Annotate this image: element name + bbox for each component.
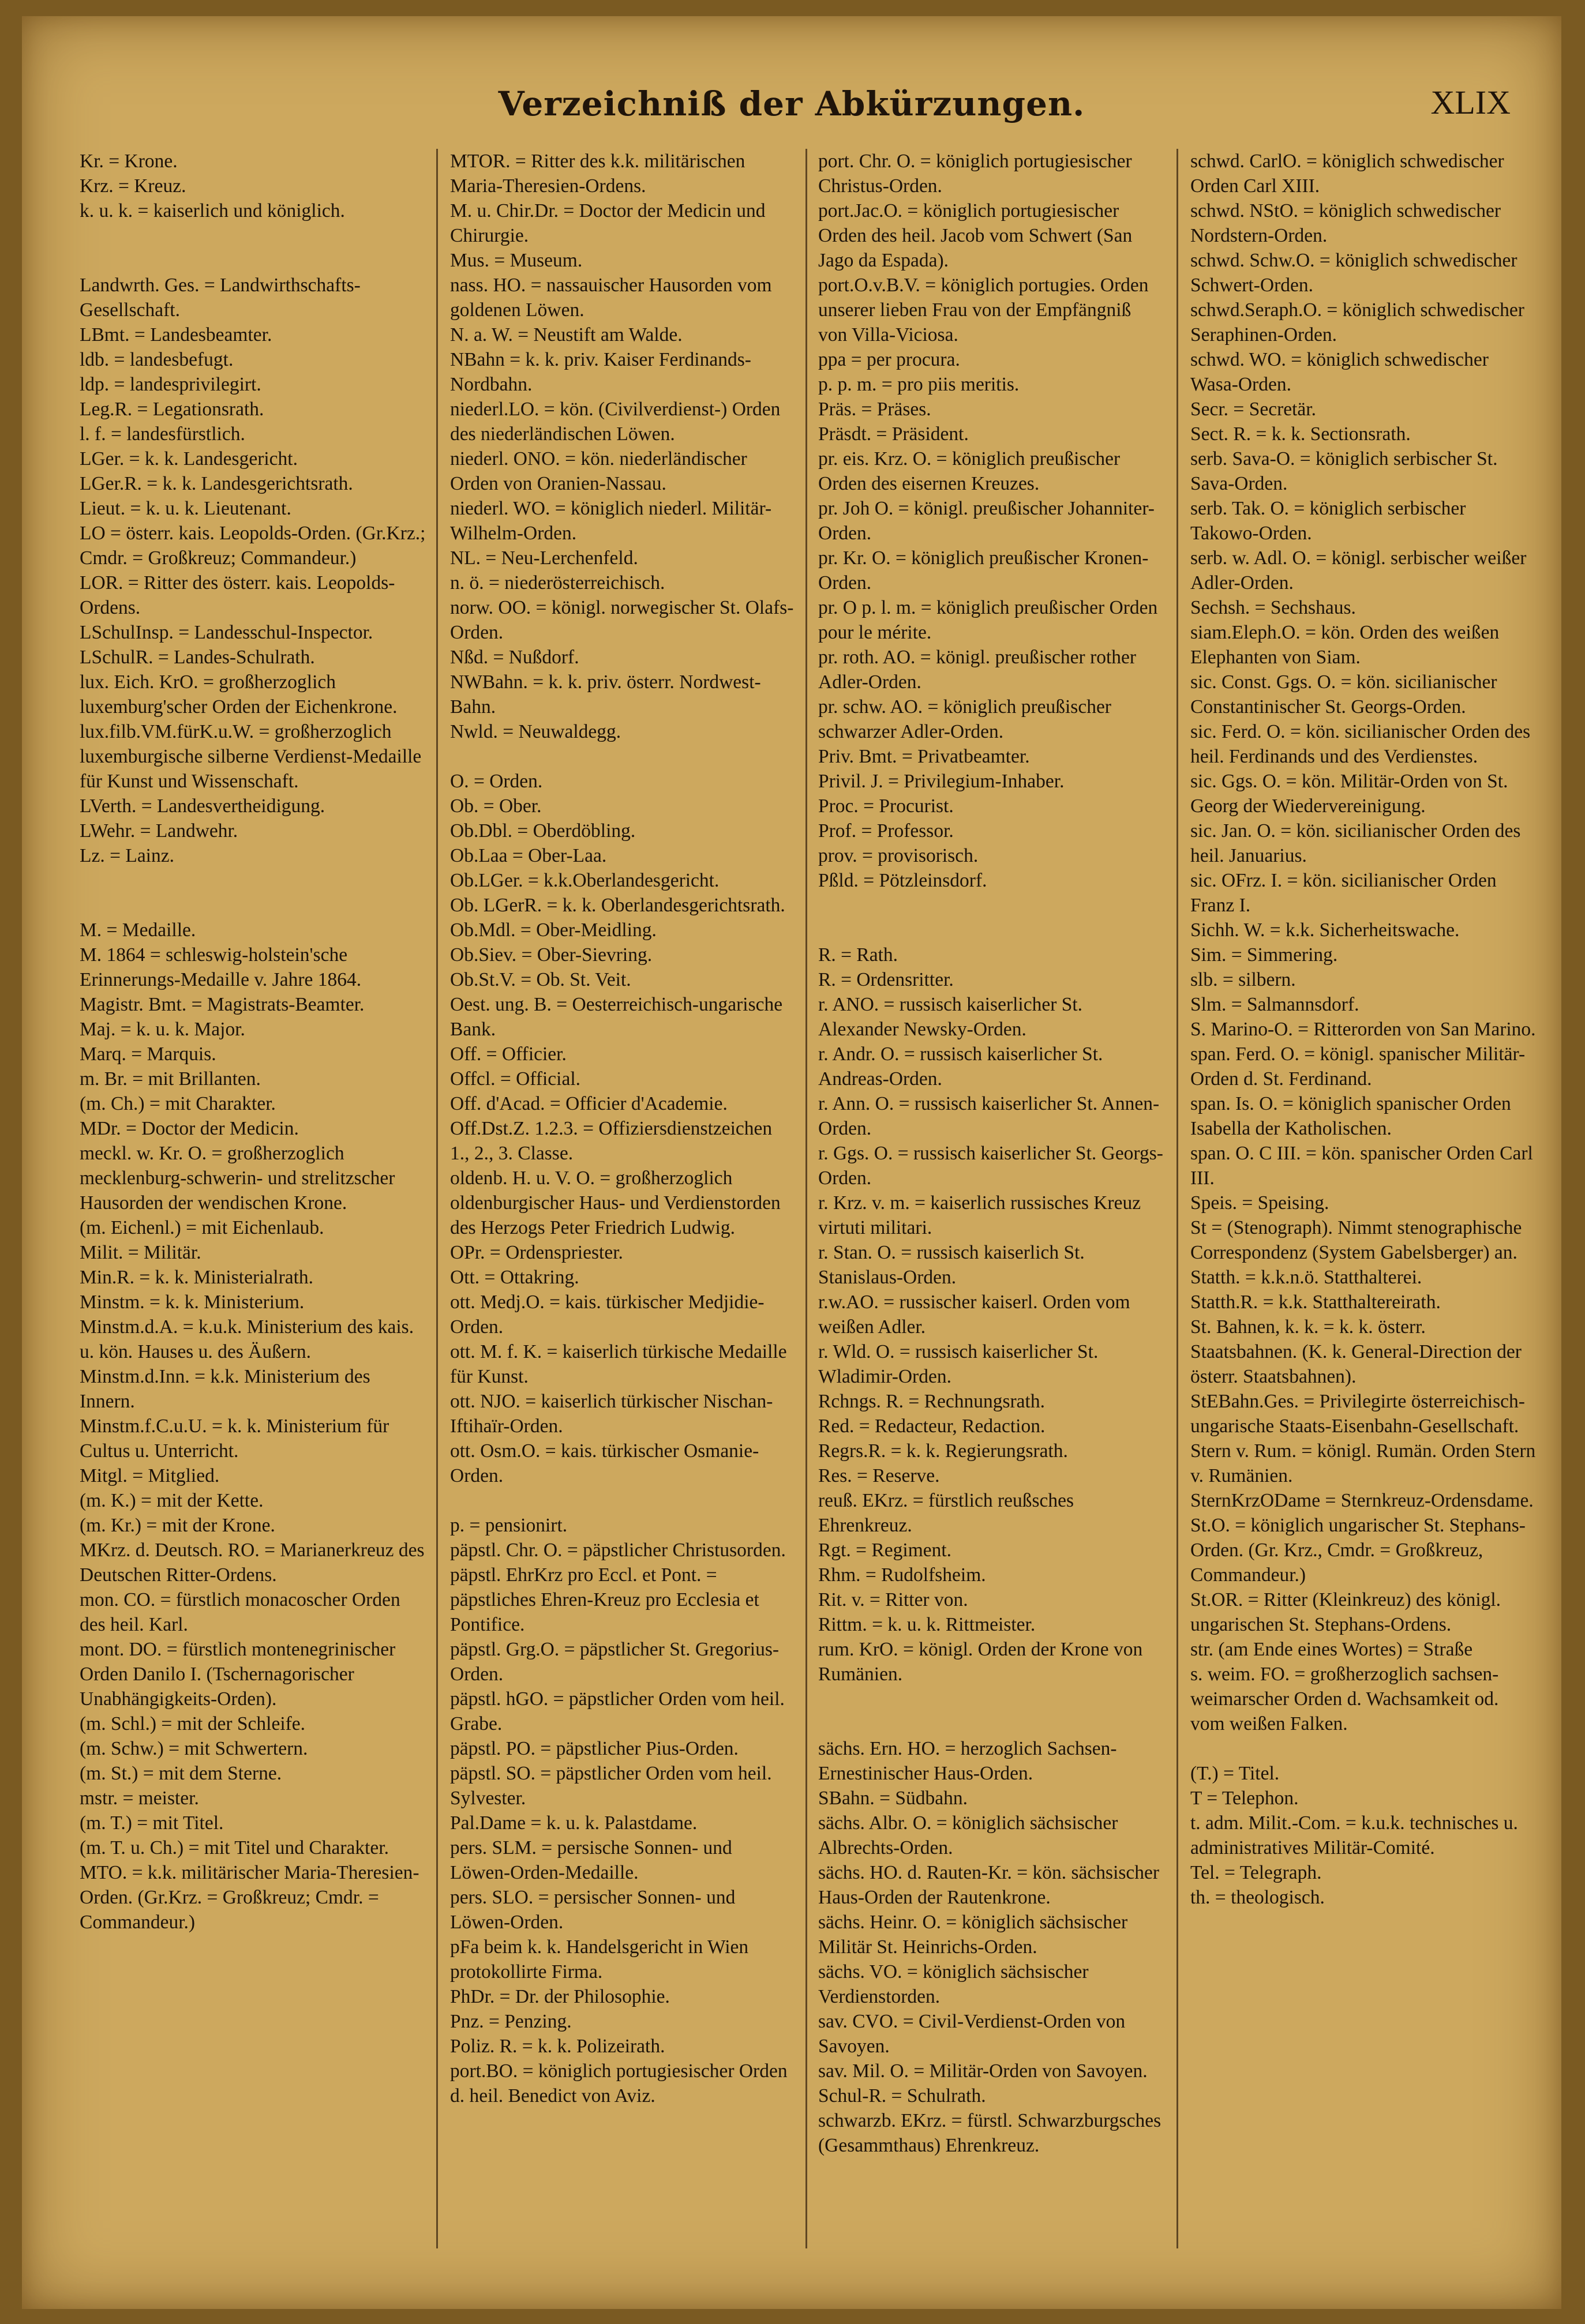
abbreviation-entry: sic. OFrz. I. = kön. sicilianischer Orden Franz I. (1190, 870, 1497, 916)
abbreviation-entry: port.BO. = königlich portugiesischer Orden d. heil. Benedict von Aviz. (450, 2060, 788, 2107)
abbreviation-entry: r. Andr. O. = russisch kaiserlicher St. Andreas-Orden. (818, 1043, 1103, 1090)
abbreviation-entry: Tel. = Telegraph. (1190, 1862, 1322, 1883)
abbreviation-entry: Marq. = Marquis. (80, 1043, 216, 1065)
abbreviation-entry: Ob.LGer. = k.k.Oberlandesgericht. (450, 870, 720, 891)
abbreviation-entry: StEBahn.Ges. = Privilegirte österreichisch-ungarische Staats-Eisenbahn-Gesellschaft. (1190, 1391, 1525, 1437)
abbreviation-entry: pers. SLM. = persische Sonnen- und Löwen-Orden-Medaille. (450, 1837, 732, 1883)
abbreviation-entry: pr. Joh O. = königl. preußischer Johanniter-Orden. (818, 498, 1155, 544)
abbreviation-entry: norw. OO. = königl. norwegischer St. Olafs-Orden. (450, 597, 794, 643)
abbreviation-entry: Maj. = k. u. k. Major. (80, 1019, 245, 1040)
abbreviation-entry: LOR. = Ritter des österr. kais. Leopolds-Ordens. (80, 572, 395, 618)
abbreviation-entry: Leg.R. = Legationsrath. (80, 399, 264, 420)
abbreviation-entry: reuß. EKrz. = fürstlich reußsches Ehrenkreuz. (818, 1490, 1074, 1536)
abbreviation-entry: lux. Eich. KrO. = großherzoglich luxemburg'scher Orden der Eichenkrone. (80, 671, 398, 718)
abbreviation-entry: (m. T. u. Ch.) = mit Titel und Charakter. (80, 1837, 389, 1859)
abbreviation-entry: Slm. = Salmannsdorf. (1190, 994, 1359, 1015)
column-1 (80, 149, 426, 2295)
abbreviation-entry: ldb. = landesbefugt. (80, 349, 234, 370)
abbreviation-entry: Rchngs. R. = Rechnungsrath. (818, 1391, 1045, 1412)
abbreviation-entry: slb. = silbern. (1190, 969, 1296, 990)
abbreviation-entry: Ob.Mdl. = Ober-Meidling. (450, 919, 657, 941)
abbreviation-entry: (m. K.) = mit der Kette. (80, 1490, 264, 1511)
abbreviation-entry: T = Telephon. (1190, 1788, 1299, 1809)
abbreviation-entry: Minstm.d.A. = k.u.k. Ministerium des kais. u. kön. Hauses u. des Äußern. (80, 1316, 414, 1362)
abbreviation-entry: mont. DO. = fürstlich montenegrinischer Orden Danilo I. (Tschernagorischer Unabhängigkeits-Orden). (80, 1639, 396, 1710)
abbreviation-entry: ott. M. f. K. = kaiserlich türkische Medaille für Kunst. (450, 1341, 787, 1387)
column-3 (818, 149, 1164, 2295)
abbreviation-entry: Statth. = k.k.n.ö. Statthalterei. (1190, 1267, 1422, 1288)
abbreviation-entry: päpstl. hGO. = päpstlicher Orden vom heil. Grabe. (450, 1688, 785, 1734)
abbreviation-entry: th. = theologisch. (1190, 1887, 1325, 1908)
abbreviation-entry: pr. schw. AO. = königlich preußischer schwarzer Adler-Orden. (818, 696, 1111, 742)
abbreviation-entry: Sichh. W. = k.k. Sicherheitswache. (1190, 919, 1460, 941)
abbreviation-entry: Min.R. = k. k. Ministerialrath. (80, 1267, 314, 1288)
abbreviation-entry: (m. Schw.) = mit Schwertern. (80, 1738, 308, 1759)
abbreviation-entry: Sim. = Simmering. (1190, 944, 1338, 966)
abbreviation-entry: serb. Tak. O. = königlich serbischer Takowo-Orden. (1190, 498, 1466, 544)
abbreviation-entry: Schul-R. = Schulrath. (818, 2085, 986, 2107)
abbreviation-entry: Lieut. = k. u. k. Lieutenant. (80, 498, 291, 519)
abbreviation-entry: Sect. R. = k. k. Sectionsrath. (1190, 423, 1411, 445)
abbreviation-entry (450, 744, 796, 769)
abbreviation-entry: r. ANO. = russisch kaiserlicher St. Alexander Newsky-Orden. (818, 994, 1083, 1040)
abbreviation-entry: PhDr. = Dr. der Philosophie. (450, 1986, 670, 2007)
abbreviation-entry: sächs. Ern. HO. = herzoglich Sachsen-Ernestinischer Haus-Orden. (818, 1738, 1117, 1784)
abbreviation-entry: Offcl. = Official. (450, 1068, 581, 1090)
abbreviation-entry: St.OR. = Ritter (Kleinkreuz) des königl. ungarischen St. Stephans-Ordens. (1190, 1589, 1501, 1635)
abbreviation-entry: (m. Schl.) = mit der Schleife. (80, 1713, 306, 1734)
abbreviation-entry: OPr. = Ordenspriester. (450, 1242, 623, 1263)
abbreviation-entry: Red. = Redacteur, Redaction. (818, 1416, 1046, 1437)
abbreviation-entry: (T.) = Titel. (1190, 1763, 1280, 1784)
abbreviation-entry: (m. Ch.) = mit Charakter. (80, 1093, 276, 1114)
abbreviation-entry: NL. = Neu-Lerchenfeld. (450, 547, 638, 569)
page (22, 16, 1561, 2309)
abbreviation-entry: Rittm. = k. u. k. Rittmeister. (818, 1614, 1036, 1635)
abbreviation-entry: nass. HO. = nassauischer Hausorden vom goldenen Löwen. (450, 275, 772, 321)
abbreviation-entry: Mus. = Museum. (450, 250, 583, 271)
abbreviation-entry: span. O. C III. = kön. spanischer Orden Carl III. (1190, 1143, 1533, 1189)
abbreviation-entry: Statth.R. = k.k. Statthaltereirath. (1190, 1291, 1441, 1313)
abbreviation-entry: Lz. = Lainz. (80, 845, 174, 866)
abbreviation-entry: ldp. = landesprivilegirt. (80, 374, 261, 395)
abbreviation-entry: (m. Eichenl.) = mit Eichenlaub. (80, 1217, 324, 1238)
abbreviation-entry: pers. SLO. = persischer Sonnen- und Löwen-Orden. (450, 1887, 736, 1933)
abbreviation-entry: lux.filb.VM.fürK.u.W. = großherzoglich luxemburgische silberne Verdienst-Medaille für Kunst und Wissenschaft. (80, 721, 422, 792)
abbreviation-entry: str. (am Ende eines Wortes) = Straße (1190, 1639, 1473, 1660)
abbreviation-entry: niederl. ONO. = kön. niederländischer Orden von Oranien-Nassau. (450, 448, 747, 494)
abbreviation-entry (818, 918, 1164, 943)
abbreviation-entry: Rhm. = Rudolfsheim. (818, 1564, 986, 1586)
abbreviation-entry: mstr. = meister. (80, 1788, 199, 1809)
abbreviation-entry: LO = österr. kais. Leopolds-Orden. (Gr.Krz.; Cmdr. = Großkreuz; Commandeur.) (80, 523, 426, 569)
page-number: XLIX (1430, 84, 1511, 121)
abbreviation-entry: sic. Jan. O. = kön. sicilianischer Orden des heil. Januarius. (1190, 820, 1521, 866)
abbreviation-entry: päpstl. EhrKrz pro Eccl. et Pont. = päpstliches Ehren-Kreuz pro Ecclesia et Pontifice. (450, 1564, 759, 1635)
abbreviation-entry: pr. roth. AO. = königl. preußischer rother Adler-Orden. (818, 647, 1137, 693)
abbreviation-entry: siam.Eleph.O. = kön. Orden des weißen Elephanten von Siam. (1190, 622, 1500, 668)
abbreviation-entry: M. u. Chir.Dr. = Doctor der Medicin und Chirurgie. (450, 200, 766, 246)
abbreviation-entry: schwd.Seraph.O. = königlich schwedischer Seraphinen-Orden. (1190, 299, 1524, 346)
abbreviation-entry: päpstl. PO. = päpstlicher Pius-Orden. (450, 1738, 739, 1759)
abbreviation-entry: Sechsh. = Sechshaus. (1190, 597, 1356, 618)
abbreviation-entry: r.w.AO. = russischer kaiserl. Orden vom weißen Adler. (818, 1291, 1130, 1338)
abbreviation-entry: p. = pensionirt. (450, 1515, 568, 1536)
abbreviation-entry: Secr. = Secretär. (1190, 399, 1316, 420)
abbreviation-entry: port. Chr. O. = königlich portugiesischer Christus-Orden. (818, 151, 1132, 197)
abbreviation-entry: span. Ferd. O. = königl. spanischer Militär-Orden d. St. Ferdinand. (1190, 1043, 1526, 1090)
abbreviation-entry: pFa beim k. k. Handelsgericht in Wien protokollirte Firma. (450, 1936, 749, 1983)
abbreviation-entry: M. = Medaille. (80, 919, 196, 941)
abbreviation-entry: ppa = per procura. (818, 349, 960, 370)
abbreviation-entry: MTO. = k.k. militärischer Maria-Theresien-Orden. (Gr.Krz. = Großkreuz; Cmdr. = Commandeur.) (80, 1862, 419, 1933)
abbreviation-entry: serb. w. Adl. O. = königl. serbischer weißer Adler-Orden. (1190, 547, 1527, 594)
page-title: Verzeichniß der Abkürzungen. (498, 84, 1085, 123)
abbreviation-entry: Landwrth. Ges. = Landwirthschafts-Gesellschaft. (80, 275, 361, 321)
abbreviation-entry (450, 1488, 796, 1513)
column-4 (1190, 149, 1537, 2295)
abbreviation-entry: r. Ggs. O. = russisch kaiserlicher St. Georgs-Orden. (818, 1143, 1163, 1189)
abbreviation-entry: LGer.R. = k. k. Landesgerichtsrath. (80, 473, 353, 494)
abbreviation-entry: Präs. = Präses. (818, 399, 931, 420)
abbreviation-entry: sic. Ferd. O. = kön. sicilianischer Orden des heil. Ferdinands und des Verdienstes. (1190, 721, 1531, 767)
column-divider (436, 149, 438, 2248)
abbreviation-entry: Präsdt. = Präsident. (818, 423, 969, 445)
abbreviation-entry: Ob.Siev. = Ober-Sievring. (450, 944, 653, 966)
abbreviation-entry: Off. d'Acad. = Officier d'Academie. (450, 1093, 728, 1114)
abbreviation-entry: St = (Stenograph). Nimmt stenographische Correspondenz (System Gabelsberger) an. (1190, 1217, 1522, 1263)
abbreviation-entry: Proc. = Procurist. (818, 795, 954, 817)
abbreviation-entry: pr. Kr. O. = königlich preußischer Kronen-Orden. (818, 547, 1149, 594)
abbreviation-entry: Off. = Officier. (450, 1043, 567, 1065)
abbreviation-entry: mon. CO. = fürstlich monacoscher Orden des heil. Karl. (80, 1589, 400, 1635)
abbreviation-entry: schwd. WO. = königlich schwedischer Wasa-Orden. (1190, 349, 1489, 395)
abbreviation-entry (1190, 1736, 1537, 1761)
abbreviation-entry: LVerth. = Landesvertheidigung. (80, 795, 325, 817)
abbreviation-entry: m. Br. = mit Brillanten. (80, 1068, 261, 1090)
abbreviation-entry (818, 1687, 1164, 1711)
abbreviation-entry: Priv. Bmt. = Privatbeamter. (818, 746, 1030, 767)
abbreviation-entry: Privil. J. = Privilegium-Inhaber. (818, 771, 1065, 792)
abbreviation-entry: sav. CVO. = Civil-Verdienst-Orden von Savoyen. (818, 2011, 1126, 2057)
abbreviation-entry: NBahn = k. k. priv. Kaiser Ferdinands-Nordbahn. (450, 349, 751, 395)
abbreviation-entry: Regrs.R. = k. k. Regierungsrath. (818, 1440, 1068, 1462)
abbreviation-entry: port.Jac.O. = königlich portugiesischer Orden des heil. Jacob vom Schwert (San Jago da Espada). (818, 200, 1133, 271)
abbreviation-entry: Oest. ung. B. = Oesterreichisch-ungarische Bank. (450, 994, 783, 1040)
abbreviation-entry: sächs. Heinr. O. = königlich sächsischer Militär St. Heinrichs-Orden. (818, 1912, 1128, 1958)
abbreviation-entry: (m. T.) = mit Titel. (80, 1812, 224, 1834)
abbreviation-entry: N. a. W. = Neustift am Walde. (450, 324, 683, 346)
abbreviation-entry (80, 893, 426, 918)
abbreviation-entry: l. f. = landesfürstlich. (80, 423, 245, 445)
abbreviation-entry: p. p. m. = pro piis meritis. (818, 374, 1020, 395)
abbreviation-entry: ott. Osm.O. = kais. türkischer Osmanie-Orden. (450, 1440, 759, 1486)
abbreviation-entry: pr. O p. l. m. = königlich preußischer Orden pour le mérite. (818, 597, 1158, 643)
abbreviation-entry: St.O. = königlich ungarischer St. Stephans-Orden. (Gr. Krz., Cmdr. = Großkreuz, Commandeur.) (1190, 1515, 1526, 1586)
abbreviation-entry: O. = Orden. (450, 771, 543, 792)
abbreviation-entry: pr. eis. Krz. O. = königlich preußischer Orden des eisernen Kreuzes. (818, 448, 1121, 494)
abbreviation-entry: rum. KrO. = königl. Orden der Krone von Rumänien. (818, 1639, 1143, 1685)
abbreviation-entry: schwarzb. EKrz. = fürstl. Schwarzburgsches (Gesammthaus) Ehrenkreuz. (818, 2110, 1161, 2156)
abbreviation-entry: päpstl. SO. = päpstlicher Orden vom heil. Sylvester. (450, 1763, 772, 1809)
abbreviation-entry: Minstm.d.Inn. = k.k. Ministerium des Innern. (80, 1366, 370, 1412)
abbreviation-entry: Ott. = Ottakring. (450, 1267, 579, 1288)
abbreviation-entry: Pal.Dame = k. u. k. Palastdame. (450, 1812, 698, 1834)
abbreviation-entry: Ob.Laa = Ober-Laa. (450, 845, 607, 866)
abbreviation-entry: Off.Dst.Z. 1.2.3. = Offiziersdienstzeichen 1., 2., 3. Classe. (450, 1118, 773, 1164)
abbreviation-entry (80, 223, 426, 248)
abbreviation-entry: t. adm. Milit.-Com. = k.u.k. technisches u. administratives Militär-Comité. (1190, 1812, 1518, 1859)
abbreviation-entry: serb. Sava-O. = königlich serbischer St. Sava-Orden. (1190, 448, 1498, 494)
abbreviation-entry: R. = Ordensritter. (818, 969, 954, 990)
abbreviation-entry: r. Stan. O. = russisch kaiserlich St. Stanislaus-Orden. (818, 1242, 1085, 1288)
abbreviation-entry: R. = Rath. (818, 944, 898, 966)
abbreviation-entry: meckl. w. Kr. O. = großherzoglich mecklenburg-schwerin- und strelitzscher Hausorden der wendischen Krone. (80, 1143, 395, 1214)
abbreviation-entry: Poliz. R. = k. k. Polizeirath. (450, 2036, 665, 2057)
column-divider (1176, 149, 1178, 2248)
abbreviation-entry: ott. NJO. = kaiserlich türkischer Nischan-Iftihaïr-Orden. (450, 1391, 773, 1437)
abbreviation-entry: prov. = provisorisch. (818, 845, 979, 866)
abbreviation-entry (80, 868, 426, 893)
abbreviation-entry: MTOR. = Ritter des k.k. militärischen Maria-Theresien-Ordens. (450, 151, 745, 197)
abbreviation-entry: (m. Kr.) = mit der Krone. (80, 1515, 275, 1536)
abbreviation-entry: k. u. k. = kaiserlich und königlich. (80, 200, 345, 221)
abbreviation-entry: r. Ann. O. = russisch kaiserlicher St. Annen-Orden. (818, 1093, 1160, 1139)
column-divider (805, 149, 807, 2248)
abbreviation-entry: SternKrzODame = Sternkreuz-Ordensdame. (1190, 1490, 1534, 1511)
abbreviation-entry: M. 1864 = schleswig-holstein'sche Erinnerungs-Medaille v. Jahre 1864. (80, 944, 362, 990)
abbreviation-entry: schwd. Schw.O. = königlich schwedischer Schwert-Orden. (1190, 250, 1517, 296)
abbreviation-entry (818, 1711, 1164, 1736)
abbreviation-entry: niederl.LO. = kön. (Civilverdienst-) Orden des niederländischen Löwen. (450, 399, 781, 445)
abbreviation-entry: ott. Medj.O. = kais. türkischer Medjidie-Orden. (450, 1291, 765, 1338)
abbreviation-entry: LSchulInsp. = Landesschul-Inspector. (80, 622, 373, 643)
abbreviation-entry: sächs. HO. d. Rauten-Kr. = kön. sächsischer Haus-Orden der Rautenkrone. (818, 1862, 1160, 1908)
abbreviation-entry: Rgt. = Regiment. (818, 1540, 952, 1561)
abbreviation-entry: schwd. NStO. = königlich schwedischer Nordstern-Orden. (1190, 200, 1501, 246)
abbreviation-entry: Minstm. = k. k. Ministerium. (80, 1291, 305, 1313)
abbreviation-entry: n. ö. = niederösterreichisch. (450, 572, 665, 594)
abbreviation-entry: (m. St.) = mit dem Sterne. (80, 1763, 282, 1784)
abbreviation-entry: LBmt. = Landesbeamter. (80, 324, 272, 346)
abbreviation-entry: s. weim. FO. = großherzoglich sachsen-weimarscher Orden d. Wachsamkeit od. vom weißen Falken. (1190, 1664, 1499, 1734)
abbreviation-entry: Nßd. = Nußdorf. (450, 647, 579, 668)
abbreviation-entry: LGer. = k. k. Landesgericht. (80, 448, 298, 470)
abbreviation-entry: Milit. = Militär. (80, 1242, 201, 1263)
abbreviation-entry: sächs. Albr. O. = königlich sächsischer Albrechts-Orden. (818, 1812, 1118, 1859)
abbreviation-entry: MDr. = Doctor der Medicin. (80, 1118, 299, 1139)
abbreviation-entry: Rit. v. = Ritter von. (818, 1589, 968, 1610)
abbreviation-entry: SBahn. = Südbahn. (818, 1788, 968, 1809)
abbreviation-entry: S. Marino-O. = Ritterorden von San Marino. (1190, 1019, 1536, 1040)
abbreviation-entry: Pßld. = Pötzleinsdorf. (818, 870, 987, 891)
abbreviation-entry: Ob.Dbl. = Oberdöbling. (450, 820, 636, 842)
abbreviation-entry: Pnz. = Penzing. (450, 2011, 572, 2032)
abbreviation-entry: Magistr. Bmt. = Magistrats-Beamter. (80, 994, 365, 1015)
abbreviation-entry: Mitgl. = Mitglied. (80, 1465, 220, 1486)
abbreviation-entry: Speis. = Speising. (1190, 1192, 1329, 1214)
abbreviation-entry: r. Wld. O. = russisch kaiserlicher St. Wladimir-Orden. (818, 1341, 1099, 1387)
abbreviation-entry: sav. Mil. O. = Militär-Orden von Savoyen. (818, 2060, 1148, 2082)
abbreviation-entry: Minstm.f.C.u.U. = k. k. Ministerium für Cultus u. Unterricht. (80, 1416, 389, 1462)
abbreviation-entry: span. Is. O. = königlich spanischer Orden Isabella der Katholischen. (1190, 1093, 1511, 1139)
abbreviation-entry: päpstl. Grg.O. = päpstlicher St. Gregorius-Orden. (450, 1639, 780, 1685)
abbreviation-entry: sächs. VO. = königlich sächsischer Verdienstorden. (818, 1961, 1089, 2007)
abbreviation-entry: sic. Ggs. O. = kön. Militär-Orden von St. Georg der Wiedervereinigung. (1190, 771, 1508, 817)
abbreviation-entry: Krz. = Kreuz. (80, 175, 186, 197)
abbreviation-entry: Ob. = Ober. (450, 795, 542, 817)
abbreviation-entry: NWBahn. = k. k. priv. österr. Nordwest-Bahn. (450, 671, 761, 718)
abbreviation-entry: LWehr. = Landwehr. (80, 820, 238, 842)
abbreviation-entry: sic. Const. Ggs. O. = kön. sicilianischer Constantinischer St. Georgs-Orden. (1190, 671, 1497, 718)
abbreviation-entry (80, 248, 426, 273)
abbreviation-entry: Nwld. = Neuwaldegg. (450, 721, 621, 742)
abbreviation-entry: Prof. = Professor. (818, 820, 954, 842)
abbreviation-entry: oldenb. H. u. V. O. = großherzoglich oldenburgischer Haus- und Verdienstorden des Herzogs Peter Friedrich Ludwig. (450, 1167, 781, 1238)
abbreviation-entry: Kr. = Krone. (80, 151, 178, 172)
abbreviation-entry: r. Krz. v. m. = kaiserlich russisches Kreuz virtuti militari. (818, 1192, 1141, 1238)
abbreviation-entry: schwd. CarlO. = königlich schwedischer Orden Carl XIII. (1190, 151, 1504, 197)
column-2 (450, 149, 796, 2295)
abbreviation-entry: LSchulR. = Landes-Schulrath. (80, 647, 315, 668)
abbreviation-entry: port.O.v.B.V. = königlich portugies. Orden unserer lieben Frau von der Empfängniß von Villa-Viciosa. (818, 275, 1149, 346)
abbreviation-entry: Stern v. Rum. = königl. Rumän. Orden Stern v. Rumänien. (1190, 1440, 1536, 1486)
abbreviation-entry: niederl. WO. = königlich niederl. Militär-Wilhelm-Orden. (450, 498, 772, 544)
abbreviation-entry: MKrz. d. Deutsch. RO. = Marianerkreuz des Deutschen Ritter-Ordens. (80, 1540, 425, 1586)
abbreviation-entry: Ob. LGerR. = k. k. Oberlandesgerichtsrath. (450, 895, 785, 916)
abbreviation-entry: Ob.St.V. = Ob. St. Veit. (450, 969, 631, 990)
abbreviation-entry: St. Bahnen, k. k. = k. k. österr. Staatsbahnen. (K. k. General-Direction der österr. Staatsbahnen). (1190, 1316, 1522, 1387)
abbreviation-entry: päpstl. Chr. O. = päpstlicher Christusorden. (450, 1540, 786, 1561)
abbreviation-entry (818, 893, 1164, 918)
abbreviation-entry: Res. = Reserve. (818, 1465, 940, 1486)
